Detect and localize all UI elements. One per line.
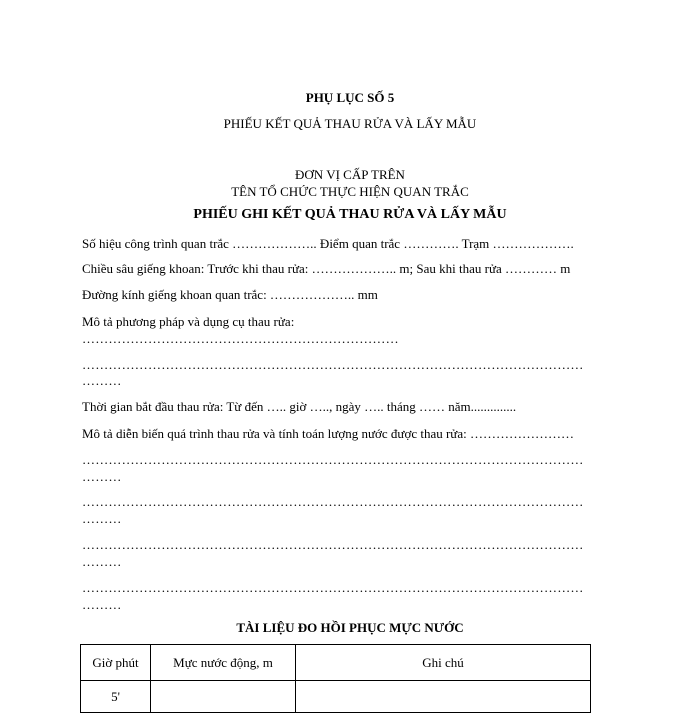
- recovery-title: TÀI LIỆU ĐO HỒI PHỤC MỰC NƯỚC: [236, 620, 464, 635]
- station-line: Số hiệu công trình quan trắc ……………….. Điểm quan trắc …………. Trạm ……………….: [82, 236, 574, 251]
- cell-water-level: [151, 681, 296, 713]
- table-header-row: [81, 645, 591, 681]
- method-line: Mô tả phương pháp và dụng cụ thau rửa:: [82, 314, 295, 329]
- process-dots-4: ……………………………………………………………………………………………………: [82, 580, 584, 595]
- process-line: Mô tả diễn biến quá trình thau rửa và tính toán lượng nước được thau rửa: ……………………: [82, 426, 574, 441]
- table-row: [81, 681, 591, 713]
- recovery-table: [80, 644, 591, 713]
- cell-notes: [296, 681, 591, 713]
- diameter-line: Đường kính giếng khoan quan trắc: ……………….. mm: [82, 287, 378, 302]
- process-dots-1: ……………………………………………………………………………………………………: [82, 452, 584, 467]
- process-dots-2: ……………………………………………………………………………………………………: [82, 494, 584, 509]
- header-water-level: Mực nước động, m: [151, 645, 296, 681]
- process-dots-2b: ………: [82, 511, 122, 526]
- process-dots-4b: ………: [82, 597, 122, 612]
- process-dots-1b: ………: [82, 469, 122, 484]
- superior-unit: ĐƠN VỊ CẤP TRÊN: [295, 167, 405, 182]
- process-dots-3: ……………………………………………………………………………………………………: [82, 537, 584, 552]
- process-dots-3b: ………: [82, 554, 122, 569]
- method-dots-2: ……………………………………………………………………………………………………: [82, 357, 584, 372]
- method-dots-1: ………………………………………………………………: [82, 331, 399, 346]
- header-time: Giờ phút: [81, 645, 151, 681]
- method-dots-3: ………: [82, 373, 122, 388]
- appendix-subtitle: PHIẾU KẾT QUẢ THAU RỬA VÀ LẤY MẪU: [223, 116, 477, 131]
- header-notes: Ghi chú: [296, 645, 591, 681]
- depth-line: Chiều sâu giếng khoan: Trước khi thau rửa: ……………….. m; Sau khi thau rửa ………… m: [82, 261, 571, 276]
- cell-time: 5': [81, 681, 151, 713]
- form-title: PHIẾU GHI KẾT QUẢ THAU RỬA VÀ LẤY MẪU: [193, 207, 507, 222]
- start-time-line: Thời gian bắt đầu thau rửa: Từ đến ….. giờ ….., ngày ….. tháng …… năm..............: [82, 399, 517, 414]
- org-name: TÊN TỔ CHỨC THỰC HIỆN QUAN TRẮC: [231, 184, 469, 199]
- appendix-title: PHỤ LỤC SỐ 5: [305, 90, 395, 105]
